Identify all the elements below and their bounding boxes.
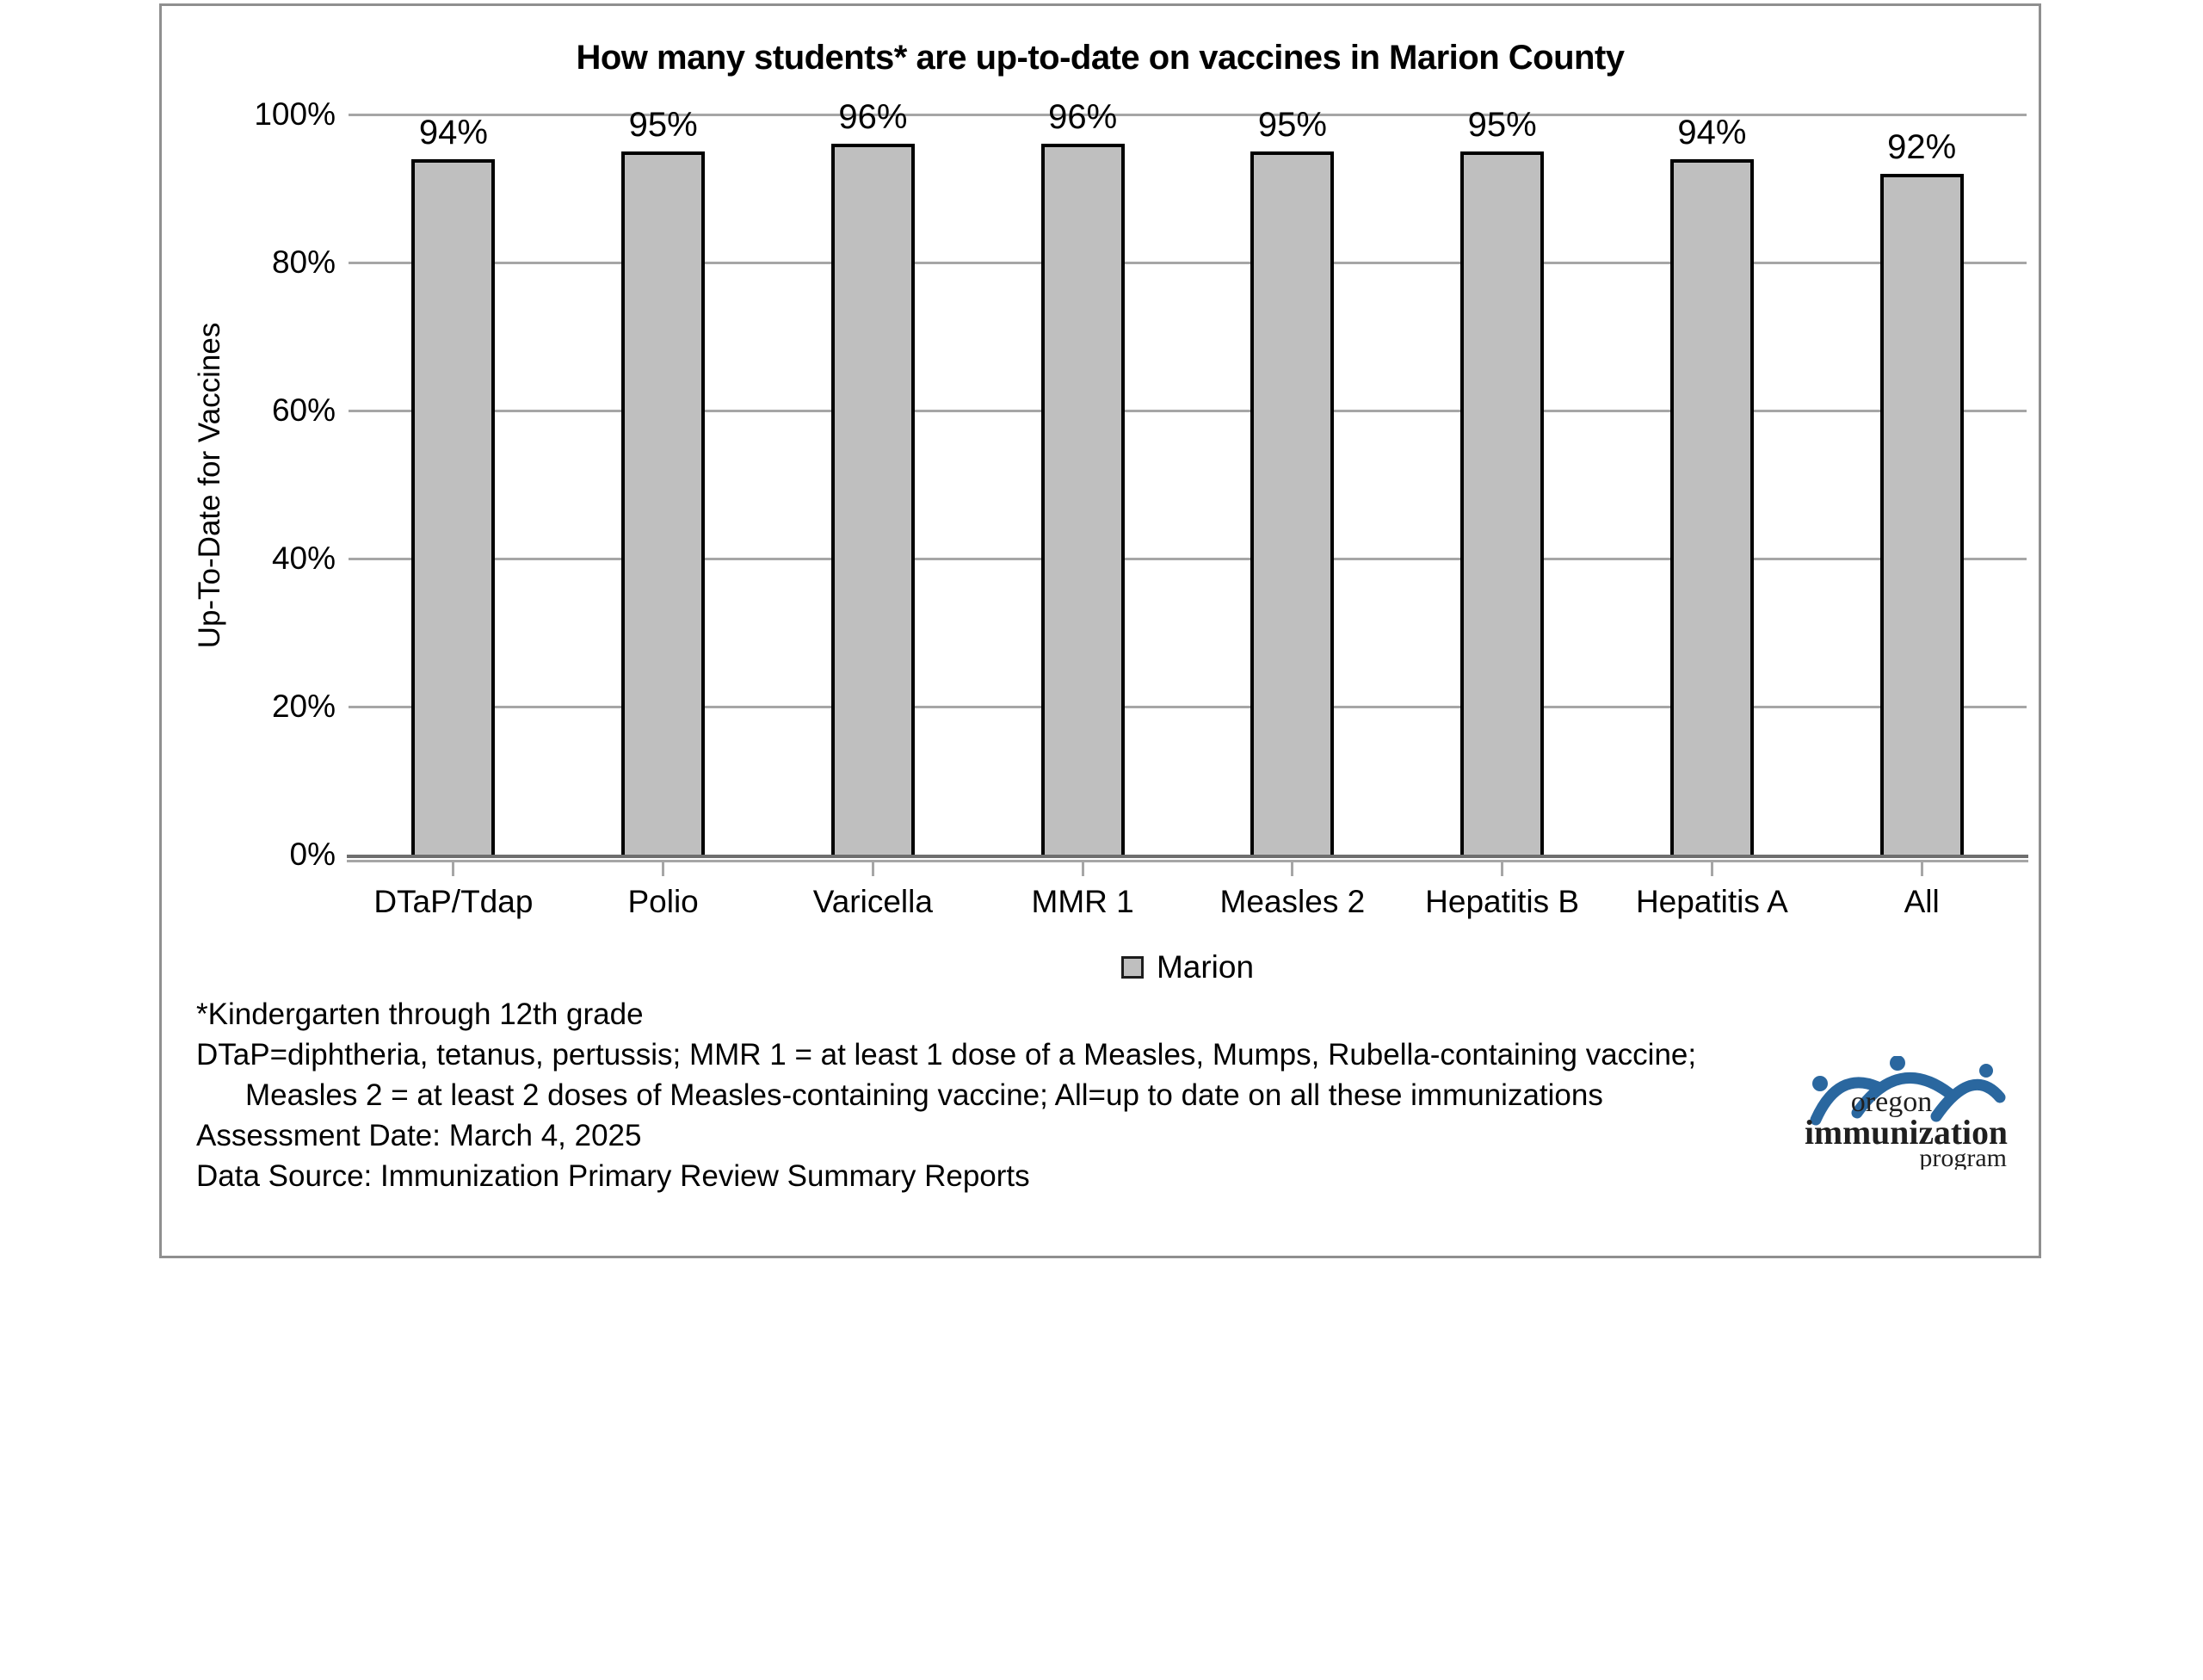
plot-area	[349, 98, 2027, 855]
logo-text-program: program	[1919, 1144, 2007, 1170]
x-tick-DTaP/Tdap	[452, 862, 454, 876]
y-tick-label-100: 100%	[254, 96, 336, 132]
bar-value-label-MMR 1: 96%	[1048, 98, 1118, 137]
oregon-immunization-program-logo	[1802, 1056, 2014, 1170]
footnote-assessment-date: Assessment Date: March 4, 2025	[196, 1119, 642, 1152]
footnote-definitions-line1: DTaP=diphtheria, tetanus, pertussis; MMR 1 = at least 1 dose of a Measles, Mumps, Rubella-containing vaccine;	[196, 1038, 1697, 1072]
x-tick-slot-Hepatitis A	[1608, 862, 1817, 876]
bar-Measles 2	[1250, 151, 1334, 855]
x-tick-Hepatitis B	[1501, 862, 1503, 876]
bar-Varicella	[831, 144, 915, 855]
logo-head-dot-right	[1979, 1064, 1993, 1078]
x-axis-label-Hepatitis B: Hepatitis B	[1425, 884, 1580, 919]
x-tick-Hepatitis A	[1711, 862, 1713, 876]
x-tick-slot-Measles 2	[1188, 862, 1398, 876]
x-axis-labels	[349, 884, 2027, 920]
bar-value-label-Polio: 95%	[628, 106, 698, 144]
footnote-grade-note: *Kindergarten through 12th grade	[196, 998, 644, 1031]
bar-DTaP/Tdap	[411, 159, 495, 855]
legend-swatch-marion	[1121, 956, 1144, 979]
bar-slot-MMR 1	[978, 98, 1188, 855]
x-axis-label-DTaP/Tdap: DTaP/Tdap	[373, 884, 534, 919]
legend	[349, 949, 2027, 985]
bar-slot-Hepatitis B	[1398, 106, 1608, 855]
bar-slot-Varicella	[768, 98, 978, 855]
bar-slot-All	[1817, 114, 2027, 855]
bar-value-label-Measles 2: 95%	[1257, 106, 1327, 144]
y-tick-label-80: 80%	[271, 244, 336, 280]
x-tick-All	[1921, 862, 1923, 876]
x-axis-label-MMR 1: MMR 1	[1031, 884, 1134, 919]
x-axis-label-Measles 2: Measles 2	[1219, 884, 1366, 919]
footnotes	[196, 994, 1696, 1196]
y-axis-title: Up-To-Date for Vaccines	[193, 322, 226, 649]
logo-text-oregon: oregon	[1850, 1086, 1933, 1118]
bar-slot-Hepatitis A	[1608, 114, 1817, 855]
x-tick-MMR 1	[1082, 862, 1084, 876]
bar-MMR 1	[1041, 144, 1125, 855]
bar-Hepatitis A	[1670, 159, 1754, 855]
x-tick-slot-Varicella	[768, 862, 978, 876]
y-tick-label-20: 20%	[271, 689, 336, 724]
bar-Polio	[621, 151, 705, 855]
x-tick-slot-MMR 1	[978, 862, 1188, 876]
footnote-definitions-line2: Measles 2 = at least 2 doses of Measles-containing vaccine; All=up to date on all these immunizations	[245, 1078, 1603, 1112]
x-tick-slot-Polio	[558, 862, 768, 876]
bar-slot-DTaP/Tdap	[349, 114, 558, 855]
bar-value-label-All: 92%	[1887, 127, 1957, 166]
x-axis-label-Hepatitis A: Hepatitis A	[1635, 884, 1788, 919]
y-tick-label-0: 0%	[289, 837, 336, 872]
logo-text-immunization: immunization	[1805, 1113, 2008, 1152]
bar-value-label-DTaP/Tdap: 94%	[418, 113, 488, 151]
legend-label-marion: Marion	[1156, 949, 1255, 985]
x-axis-ticks	[349, 862, 2027, 876]
y-tick-label-60: 60%	[271, 392, 336, 428]
chart-panel	[159, 3, 2041, 1258]
x-tick-Varicella	[872, 862, 874, 876]
x-axis-line	[347, 855, 2028, 858]
bar-slot-Polio	[558, 106, 768, 855]
chart-title: How many students* are up-to-date on vaccines in Marion County	[576, 39, 1625, 77]
logo-head-dot-left	[1812, 1076, 1828, 1091]
y-tick-label-40: 40%	[271, 540, 336, 576]
x-axis-label-Polio: Polio	[627, 884, 699, 919]
x-tick-slot-Hepatitis B	[1398, 862, 1608, 876]
logo-graphic	[1802, 1056, 2014, 1170]
bar-slot-Measles 2	[1188, 106, 1398, 855]
x-tick-Measles 2	[1291, 862, 1293, 876]
logo-head-dot-middle	[1890, 1056, 1905, 1071]
bar-series-marion	[349, 98, 2027, 855]
x-axis-label-All: All	[1904, 884, 1940, 919]
x-tick-slot-All	[1817, 862, 2027, 876]
bar-value-label-Hepatitis B: 95%	[1467, 106, 1537, 144]
footnote-data-source: Data Source: Immunization Primary Review Summary Reports	[196, 1159, 1030, 1193]
bar-Hepatitis B	[1460, 151, 1544, 855]
x-tick-slot-DTaP/Tdap	[349, 862, 558, 876]
bar-value-label-Hepatitis A: 94%	[1677, 113, 1747, 151]
x-axis-label-Varicella: Varicella	[812, 884, 933, 919]
x-tick-Polio	[662, 862, 664, 876]
bar-value-label-Varicella: 96%	[838, 98, 908, 137]
bar-All	[1880, 174, 1964, 855]
